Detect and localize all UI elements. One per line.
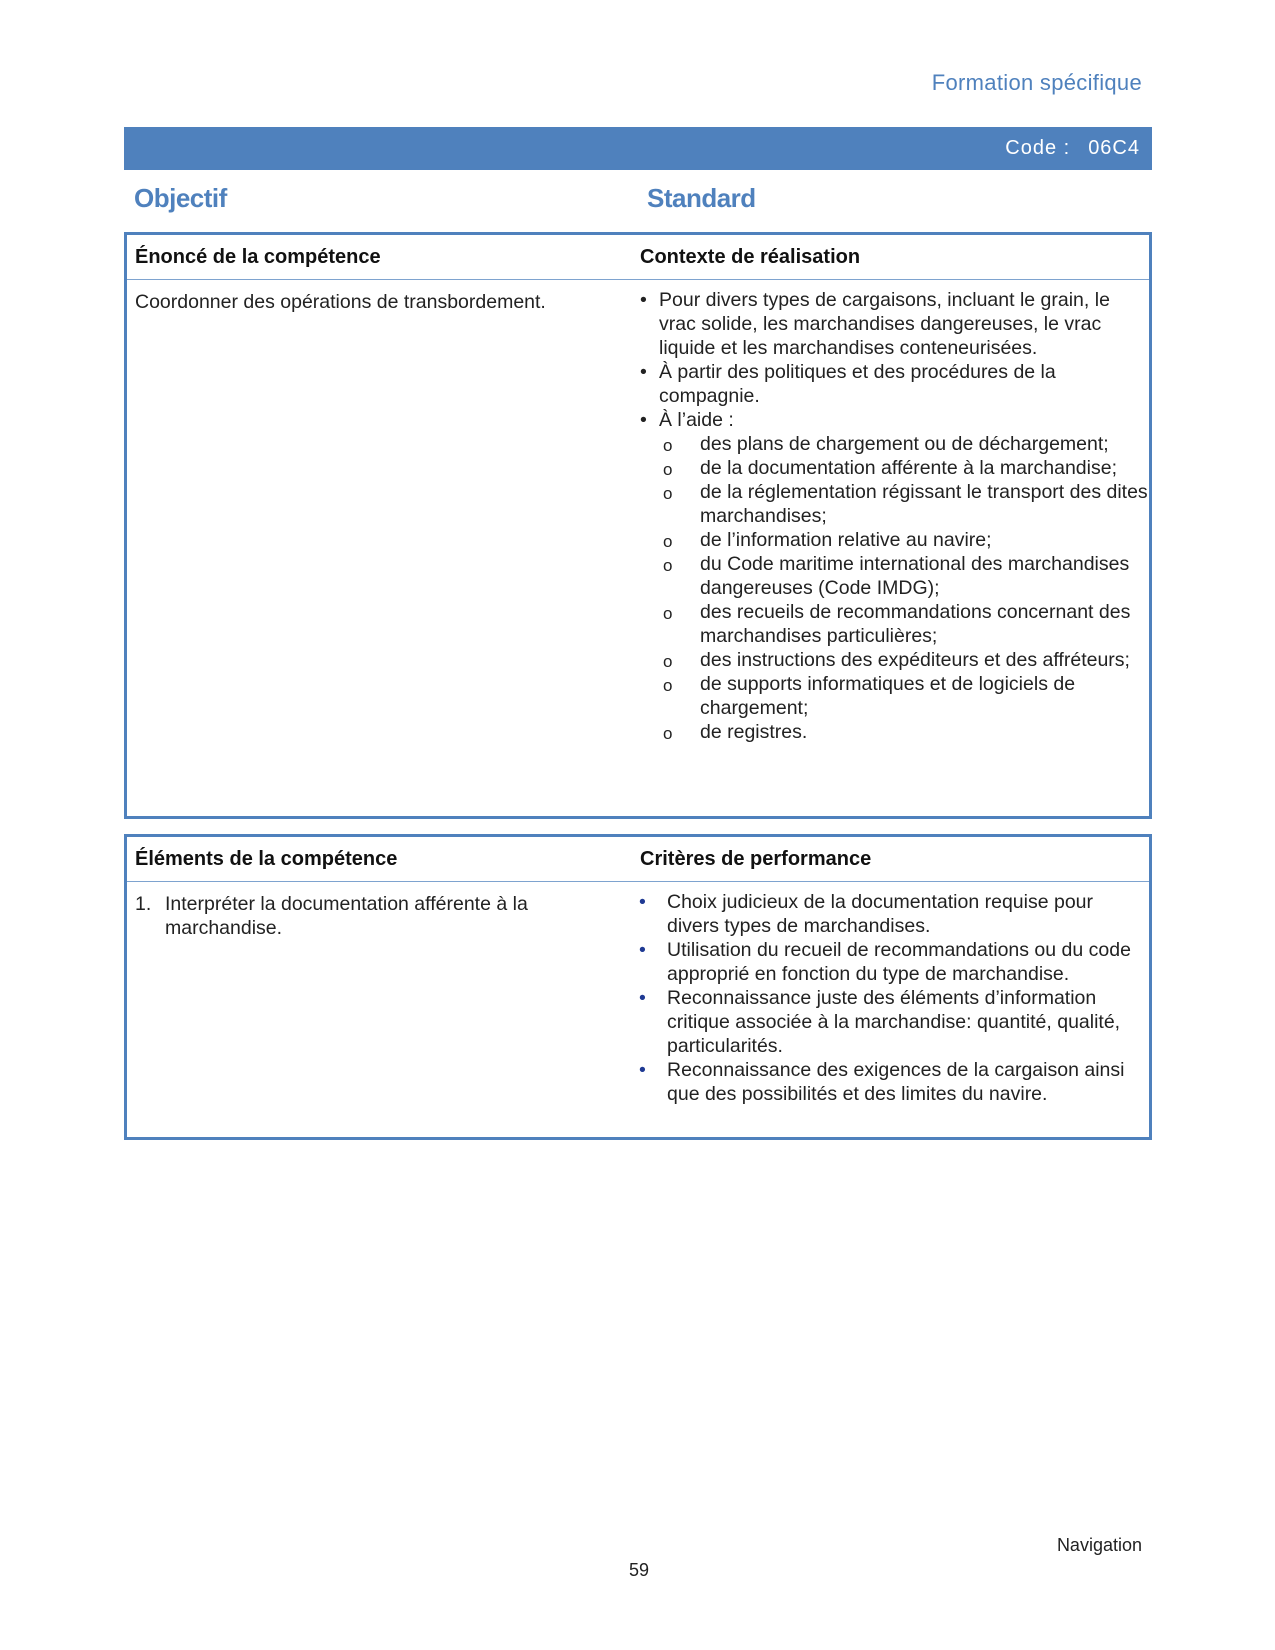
section-title: Formation spécifique: [931, 70, 1142, 95]
aide-item-text: des instructions des expéditeurs et des affréteurs;: [700, 649, 1130, 671]
list-item: [637, 986, 1149, 1058]
list-item: [659, 672, 1149, 720]
statement-heading: Énoncé de la compétence: [135, 245, 381, 268]
bullet-icon: •: [640, 289, 647, 311]
aide-item-text: de registres.: [700, 721, 808, 743]
element-item: [135, 892, 637, 940]
element-number: 1.: [135, 893, 152, 915]
circle-bullet-icon: o: [663, 724, 673, 743]
list-item: [659, 432, 1149, 456]
aide-item-text: du Code maritime international des marchandises dangereuses (Code IMDG);: [700, 553, 1130, 599]
page-number: 59: [629, 1560, 650, 1580]
list-item: [659, 648, 1149, 672]
list-item: [637, 1058, 1149, 1106]
criteria-heading: Critères de performance: [640, 847, 872, 870]
list-item: [637, 938, 1149, 986]
criterion-text: Choix judicieux de la documentation requise pour divers types de marchandises.: [667, 891, 1094, 937]
circle-bullet-icon: o: [663, 484, 673, 503]
aide-list: [659, 432, 1149, 744]
context-item-text: À partir des politiques et des procédures de la compagnie.: [659, 361, 1056, 407]
circle-bullet-icon: o: [663, 604, 673, 623]
column-heading-objectif: Objectif: [134, 183, 227, 213]
aide-item-text: de supports informatiques et de logiciels de chargement;: [700, 673, 1076, 719]
circle-bullet-icon: o: [663, 652, 673, 671]
list-item: [659, 456, 1149, 480]
aide-item-text: des plans de chargement ou de déchargement;: [700, 433, 1109, 455]
bullet-icon: •: [640, 361, 647, 383]
circle-bullet-icon: o: [663, 532, 673, 551]
circle-bullet-icon: o: [663, 556, 673, 575]
aide-item-text: de l’information relative au navire;: [700, 529, 992, 551]
competence-table-body: [127, 280, 1149, 744]
code-value: 06C4: [1088, 137, 1140, 159]
context-list-container: [637, 280, 1149, 744]
bullet-icon: •: [639, 1059, 646, 1081]
list-item: [659, 600, 1149, 648]
aide-item-text: de la documentation afférente à la marchandise;: [700, 457, 1117, 479]
performance-table: [124, 834, 1152, 1140]
context-item-text: À l’aide :: [659, 409, 734, 431]
element-cell: [127, 882, 637, 1106]
code-bar: [124, 127, 1152, 170]
column-heading-standard: Standard: [647, 183, 756, 213]
bullet-icon: •: [639, 987, 646, 1009]
criteria-list: [637, 890, 1149, 1106]
footer-program: Navigation: [1056, 1535, 1142, 1555]
circle-bullet-icon: o: [663, 460, 673, 479]
criterion-text: Reconnaissance des exigences de la cargaison ainsi que des possibilités et des limites du navire.: [667, 1059, 1125, 1105]
context-item-text: Pour divers types de cargaisons, incluant le grain, le vrac solide, les marchandises dangereuses, le vrac liquide et les marchandises conteneurisées.: [659, 289, 1110, 359]
list-item: [659, 528, 1149, 552]
list-item: [659, 720, 1149, 744]
bullet-icon: •: [640, 409, 647, 431]
performance-table-body: [127, 882, 1149, 1106]
list-item: [637, 288, 1149, 360]
criterion-text: Utilisation du recueil de recommandations ou du code approprié en fonction du type de marchandise.: [667, 939, 1131, 985]
competence-table: [124, 232, 1152, 819]
list-item: [637, 408, 1149, 744]
circle-bullet-icon: o: [663, 436, 673, 455]
list-item: [637, 360, 1149, 408]
list-item: [637, 890, 1149, 938]
element-text: Interpréter la documentation afférente à la marchandise.: [165, 893, 528, 939]
bullet-icon: •: [639, 939, 646, 961]
circle-bullet-icon: o: [663, 676, 673, 695]
bullet-icon: •: [639, 891, 646, 913]
competence-statement: Coordonner des opérations de transbordement.: [135, 291, 546, 313]
code-label: Code :: [1005, 137, 1071, 159]
competence-table-header: [127, 235, 1149, 280]
list-item: [659, 480, 1149, 528]
list-item: [659, 552, 1149, 600]
aide-item-text: des recueils de recommandations concernant des marchandises particulières;: [700, 601, 1131, 647]
criterion-text: Reconnaissance juste des éléments d’information critique associée à la marchandise: quantité, qualité, particularités.: [667, 987, 1121, 1057]
context-list: [637, 288, 1149, 744]
aide-item-text: de la réglementation régissant le transport des dites marchandises;: [700, 481, 1148, 527]
elements-heading: Éléments de la compétence: [135, 847, 398, 870]
context-heading: Contexte de réalisation: [640, 245, 861, 268]
criteria-cell: [637, 882, 1149, 1106]
performance-table-header: [127, 837, 1149, 882]
